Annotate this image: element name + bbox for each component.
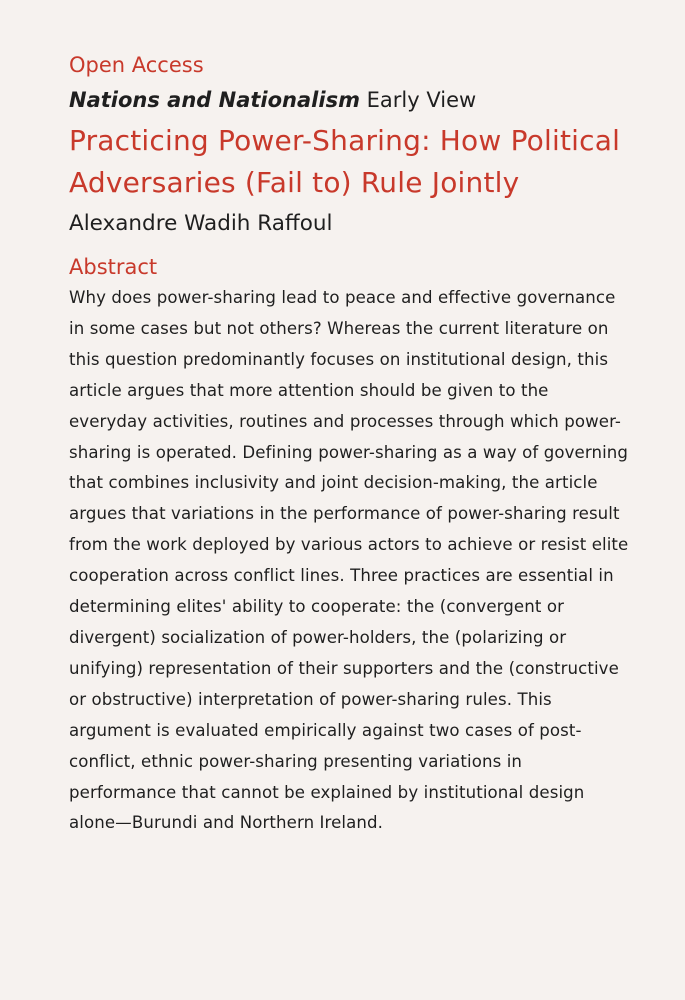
article-card [69,50,629,839]
abstract-text: Why does power-sharing lead to peace and effective governance in some cases but not others? Whereas the current literature on this question predominantly focuses on institutional design, this article argues that more attention should be given to the everyday activities, routines and processes through which power-sharing is operated. Defining power-sharing as a way of governing that combines inclusivity and joint decision-making, the article argues that variations in the performance of power-sharing result from the work deployed by various actors to achieve or resist elite cooperation across conflict lines. Three practices are essential in determining elites' ability to cooperate: the (convergent or divergent) socialization of power-holders, the (polarizing or unifying) representation of their supporters and the (constructive or obstructive) interpretation of power-sharing rules. This argument is evaluated empirically against two cases of post-conflict, ethnic power-sharing presenting variations in performance that cannot be explained by institutional design alone—Burundi and Northern Ireland. [69,288,629,833]
journal-line [69,82,629,118]
article-title[interactable]: Practicing Power-Sharing: How Political Adversaries (Fail to) Rule Jointly [69,124,621,199]
journal-status: Early View [366,88,477,112]
article-author[interactable]: Alexandre Wadih Raffoul [69,211,333,236]
open-access-label: Open Access [69,53,204,77]
abstract-heading: Abstract [69,255,158,279]
journal-name[interactable]: Nations and Nationalism [69,88,360,112]
